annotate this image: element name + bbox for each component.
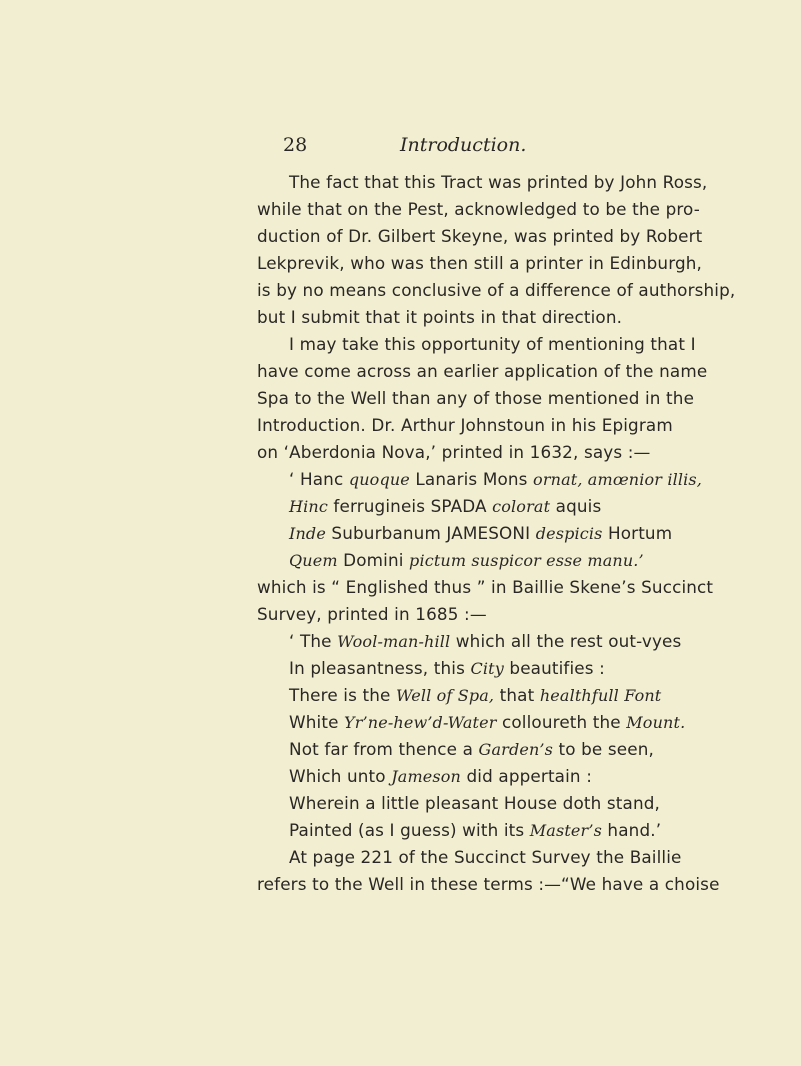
roman-text: did appertain :	[461, 766, 592, 786]
italic-text: quoque	[348, 470, 410, 489]
text-line: Spa to the Well than any of those mentioned in the	[257, 388, 695, 408]
roman-text: Hortum	[602, 523, 673, 543]
roman-text: hand.’	[601, 820, 662, 840]
roman-text: which all the rest out-vyes	[450, 631, 682, 651]
roman-text: Domini	[337, 550, 410, 570]
italic-text: Garden’s	[478, 740, 554, 759]
roman-text: Which unto	[289, 766, 392, 786]
roman-text: that	[494, 685, 540, 705]
epigram-line	[289, 495, 601, 518]
running-title: Introduction.	[400, 134, 527, 156]
verse-line	[289, 738, 654, 761]
epigram-line	[289, 522, 672, 545]
roman-text: Painted (as I guess) with its	[289, 820, 530, 840]
verse-line	[289, 684, 661, 707]
text-line: on ‘Aberdonia Nova,’ printed in 1632, says :—	[257, 442, 651, 462]
italic-text: healthfull Font	[539, 686, 662, 705]
page-header	[283, 134, 583, 160]
text-line: refers to the Well in these terms :—“We have a choise	[257, 874, 720, 894]
roman-text: aquis	[550, 496, 602, 516]
italic-text: pictum suspicor esse manu.’	[409, 551, 644, 570]
text-line: The fact that this Tract was printed by John Ross,	[289, 172, 708, 192]
text-line: is by no means conclusive of a difference of authorship,	[257, 280, 736, 300]
italic-text: City	[470, 659, 504, 678]
italic-text: Inde	[289, 524, 326, 543]
italic-text: Wool-man-hill	[337, 632, 451, 651]
roman-text: Suburbanum JAMESONI	[325, 523, 536, 543]
text-line: while that on the Pest, acknowledged to be the pro-	[257, 199, 700, 219]
italic-text: ornat, amœnior illis,	[533, 470, 702, 489]
roman-text: In pleasantness, this	[289, 658, 471, 678]
text-line: have come across an earlier application of the name	[257, 361, 708, 381]
verse-line	[289, 765, 592, 788]
text-line: At page 221 of the Succinct Survey the Baillie	[289, 847, 682, 867]
epigram-line	[289, 549, 644, 572]
italic-text: Master’s	[529, 821, 602, 840]
verse-line	[289, 630, 681, 653]
page-number: 28	[283, 134, 308, 156]
text-line: I may take this opportunity of mentioning that I	[289, 334, 696, 354]
epigram-line	[289, 468, 702, 491]
italic-text: Jameson	[391, 767, 461, 786]
roman-text: ‘ The	[289, 631, 338, 651]
italic-text: Yr’ne-hew’d-Water	[344, 713, 497, 732]
text-line: Lekprevik, who was then still a printer in Edinburgh,	[257, 253, 703, 273]
italic-text: Hinc	[289, 497, 328, 516]
text-line: but I submit that it points in that direction.	[257, 307, 623, 327]
italic-text: Mount.	[626, 713, 686, 732]
text-line: Introduction. Dr. Arthur Johnstoun in his Epigram	[257, 415, 673, 435]
italic-text: colorat	[492, 497, 551, 516]
roman-text: Wherein a little pleasant House doth stand,	[289, 793, 661, 813]
text-line: which is “ Englished thus ” in Baillie Skene’s Succinct	[257, 577, 714, 597]
verse-line	[289, 711, 685, 734]
verse-line	[289, 819, 661, 842]
roman-text: White	[289, 712, 345, 732]
roman-text: Not far from thence a	[289, 739, 479, 759]
roman-text: to be seen,	[553, 739, 655, 759]
roman-text: ferrugineis SPADA	[327, 496, 493, 516]
text-line: Survey, printed in 1685 :—	[257, 604, 487, 624]
roman-text: Lanaris Mons	[409, 469, 534, 489]
verse-line	[289, 792, 660, 814]
text-line: duction of Dr. Gilbert Skeyne, was printed by Robert	[257, 226, 703, 246]
italic-text: Well of Spa,	[395, 686, 495, 705]
roman-text: colloureth the	[496, 712, 627, 732]
italic-text: despicis	[535, 524, 603, 543]
verse-line	[289, 657, 605, 680]
roman-text: beautifies :	[503, 658, 605, 678]
roman-text: ‘ Hanc	[289, 469, 349, 489]
italic-text: Quem	[289, 551, 338, 570]
roman-text: There is the	[289, 685, 396, 705]
